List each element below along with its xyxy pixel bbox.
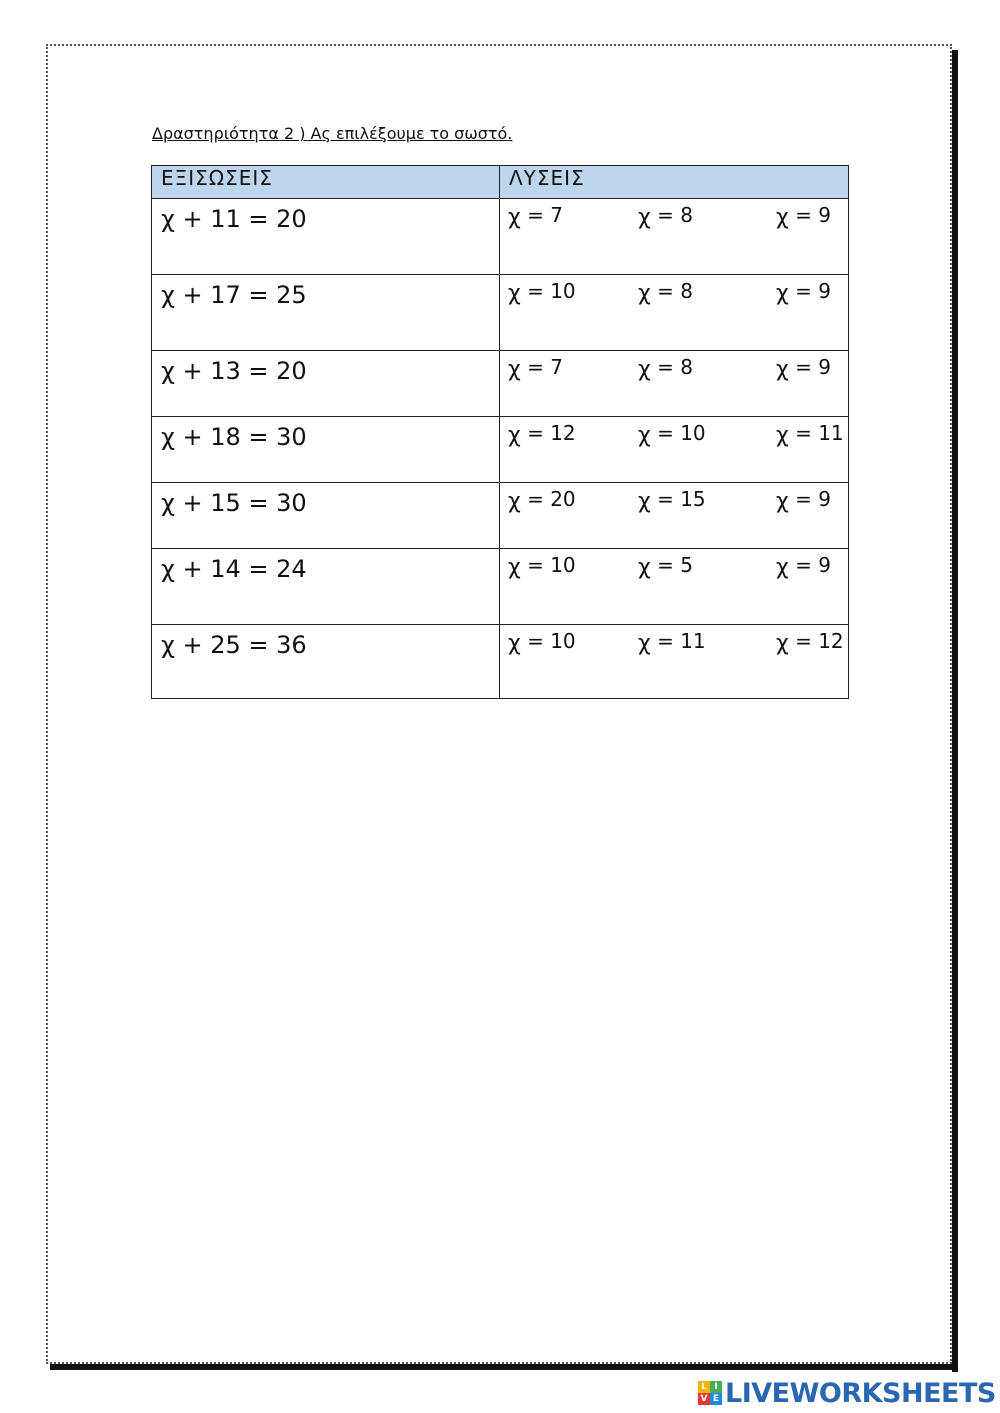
table-row <box>152 549 849 625</box>
solution-option[interactable] <box>508 487 576 512</box>
logo-mark-square: E <box>710 1393 722 1405</box>
solution-value: = 5 <box>657 553 693 577</box>
solution-value: = 15 <box>657 487 706 511</box>
solution-variable: χ <box>776 489 789 514</box>
solution-option[interactable] <box>776 203 831 228</box>
solution-value: = 8 <box>657 203 693 227</box>
solution-variable: χ <box>638 423 651 448</box>
equation-cell: χ + 13 = 20 <box>152 351 500 417</box>
solution-option[interactable] <box>776 421 844 446</box>
solutions-options <box>508 553 848 583</box>
solution-variable: χ <box>776 357 789 382</box>
solution-variable: χ <box>638 489 651 514</box>
header-equations: ΕΞΙΣΩΣΕΙΣ <box>152 166 500 199</box>
solution-option[interactable] <box>508 629 576 654</box>
equation-cell: χ + 17 = 25 <box>152 275 500 351</box>
solution-variable: χ <box>638 281 651 306</box>
solution-variable: χ <box>508 357 521 382</box>
page-shadow-bottom <box>50 1364 958 1370</box>
table-body <box>152 199 849 699</box>
solution-variable: χ <box>508 281 521 306</box>
solution-option[interactable] <box>776 629 844 654</box>
solution-value: = 11 <box>795 421 844 445</box>
header-solutions: ΛΥΣΕΙΣ <box>500 166 849 199</box>
logo-mark-square: V <box>698 1393 710 1405</box>
solution-option[interactable] <box>638 279 693 304</box>
solution-variable: χ <box>638 555 651 580</box>
solution-variable: χ <box>508 631 521 656</box>
solution-option[interactable] <box>508 553 576 578</box>
table-row <box>152 483 849 549</box>
solution-value: = 9 <box>795 355 831 379</box>
solution-variable: χ <box>776 281 789 306</box>
solutions-options <box>508 487 848 517</box>
solution-value: = 10 <box>527 279 576 303</box>
solution-value: = 20 <box>527 487 576 511</box>
solution-variable: χ <box>508 489 521 514</box>
equation-cell: χ + 15 = 30 <box>152 483 500 549</box>
solution-option[interactable] <box>508 279 576 304</box>
solution-variable: χ <box>776 555 789 580</box>
solution-value: = 8 <box>657 279 693 303</box>
equation-cell: χ + 14 = 24 <box>152 549 500 625</box>
solution-variable: χ <box>508 205 521 230</box>
solution-value: = 10 <box>657 421 706 445</box>
solution-value: = 10 <box>527 553 576 577</box>
table-header-row <box>152 166 849 199</box>
equations-table <box>151 165 849 699</box>
solutions-cell <box>500 483 849 549</box>
table-row <box>152 351 849 417</box>
logo-mark-square: L <box>698 1381 710 1393</box>
solution-value: = 7 <box>527 355 563 379</box>
solution-option[interactable] <box>776 553 831 578</box>
solution-variable: χ <box>638 357 651 382</box>
solution-option[interactable] <box>776 355 831 380</box>
solution-option[interactable] <box>638 421 706 446</box>
activity-title: Δραστηριότητα 2 ) Ας επιλέξουμε το σωστό. <box>152 124 513 143</box>
solutions-cell <box>500 275 849 351</box>
equation-cell: χ + 18 = 30 <box>152 417 500 483</box>
solution-value: = 9 <box>795 553 831 577</box>
solution-value: = 8 <box>657 355 693 379</box>
solution-option[interactable] <box>776 279 831 304</box>
solutions-cell <box>500 625 849 699</box>
solution-value: = 11 <box>657 629 706 653</box>
solution-variable: χ <box>776 631 789 656</box>
solutions-options <box>508 279 848 309</box>
solution-value: = 9 <box>795 279 831 303</box>
liveworksheets-logo <box>698 1378 996 1408</box>
solution-value: = 9 <box>795 203 831 227</box>
solutions-options <box>508 355 848 385</box>
solution-variable: χ <box>638 631 651 656</box>
solution-option[interactable] <box>776 487 831 512</box>
solution-option[interactable] <box>508 355 563 380</box>
logo-text: LIVEWORKSHEETS <box>725 1377 996 1409</box>
solutions-options <box>508 629 848 659</box>
solution-variable: χ <box>776 423 789 448</box>
solution-value: = 7 <box>527 203 563 227</box>
solutions-options <box>508 421 848 451</box>
solutions-cell <box>500 199 849 275</box>
logo-mark-square: I <box>710 1381 722 1393</box>
solution-option[interactable] <box>638 553 693 578</box>
logo-mark-icon <box>698 1381 722 1405</box>
solution-variable: χ <box>776 205 789 230</box>
solution-option[interactable] <box>508 203 563 228</box>
solution-variable: χ <box>638 205 651 230</box>
solutions-cell <box>500 351 849 417</box>
solution-option[interactable] <box>638 203 693 228</box>
solution-option[interactable] <box>508 421 576 446</box>
solution-option[interactable] <box>638 487 706 512</box>
table-row <box>152 625 849 699</box>
equation-cell: χ + 25 = 36 <box>152 625 500 699</box>
solutions-cell <box>500 549 849 625</box>
page-shadow-right <box>952 50 958 1372</box>
table-row <box>152 417 849 483</box>
solution-variable: χ <box>508 423 521 448</box>
equation-cell: χ + 11 = 20 <box>152 199 500 275</box>
solution-value: = 10 <box>527 629 576 653</box>
solution-variable: χ <box>508 555 521 580</box>
table-row <box>152 275 849 351</box>
solution-value: = 12 <box>795 629 844 653</box>
solution-value: = 12 <box>527 421 576 445</box>
solution-option[interactable] <box>638 355 693 380</box>
solutions-options <box>508 203 848 233</box>
solution-option[interactable] <box>638 629 706 654</box>
table-row <box>152 199 849 275</box>
solution-value: = 9 <box>795 487 831 511</box>
solutions-cell <box>500 417 849 483</box>
